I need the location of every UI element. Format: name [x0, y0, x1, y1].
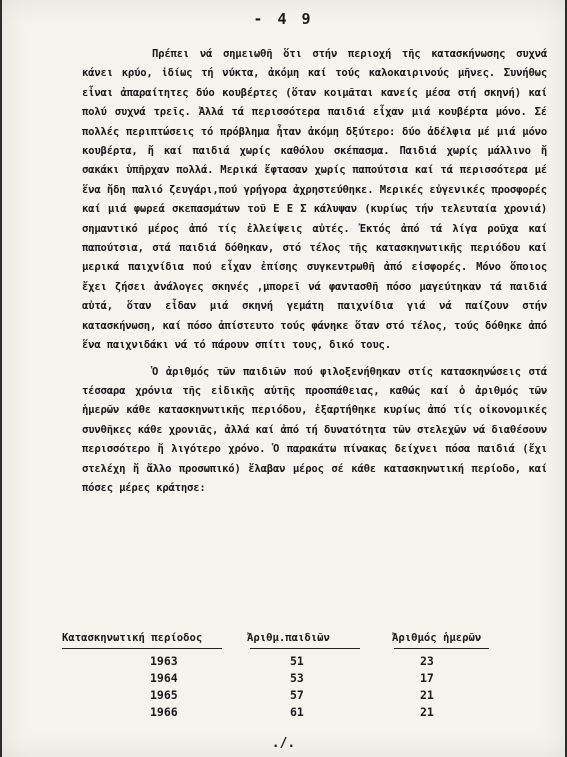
- cell-children: 61: [290, 705, 304, 719]
- cell-children: 57: [290, 688, 304, 702]
- cell-children: 51: [290, 654, 304, 668]
- header-period: Κατασκηνωτική περίοδος: [62, 632, 203, 644]
- header-underline: [62, 648, 222, 649]
- header-days: Ἀριθμός ἡμερῶν: [392, 632, 482, 644]
- cell-year: 1966: [150, 705, 178, 719]
- table-header: [62, 632, 542, 654]
- table-row: [62, 654, 542, 671]
- header-underline: [394, 648, 489, 649]
- header-children: Ἀριθμ.παιδιῶν: [247, 632, 330, 644]
- cell-days: 17: [420, 671, 434, 685]
- cell-days: 21: [420, 705, 434, 719]
- paragraph-2: Ὁ ἀριθμός τῶν παιδιῶν πού φιλοξενήθηκαν στίς κατασκηνώσεις στά τέσσαρα χρόνια τῆς εἰδικῆς αὐτῆς προσπάθειας, καθώς καί ὁ ἀριθμός τῶν ἡμερῶν κάθε κατασκηνωτικῆς περιόδου, ἐξαρτήθηκε κυρίως ἀπό τίς οἰκονομικές συνθῆκες κάθε χρονιᾶς, ἀλλά καί ἀπό τή δυνατότητα τῶν στελεχῶν νά διαθέσουν περισσότερο ἤ λιγότερο χρόνο. Ὁ παρακάτω πίνακας δείχνει πόσα παιδιά (ἔχι στελέχη ἤ ἄλλο προσωπικό) ἔλαβαν μέρος σέ κάθε κατασκηνωτική περίοδο, καί πόσες μέρες κράτησε:: [82, 365, 547, 494]
- cell-year: 1963: [150, 654, 178, 668]
- body-text: [82, 45, 547, 498]
- page-number: - 4 9: [253, 10, 314, 28]
- camp-periods-table: [62, 632, 542, 722]
- header-underline: [250, 648, 360, 649]
- table-row: [62, 705, 542, 722]
- document-page: [2, 0, 565, 757]
- table-row: [62, 688, 542, 705]
- cell-year: 1964: [150, 671, 178, 685]
- cell-days: 21: [420, 688, 434, 702]
- cell-year: 1965: [150, 688, 178, 702]
- paragraph-1: Πρέπει νά σημειωθῆ ὅτι στήν περιοχή τῆς κατασκήνωσης συχνά κάνει κρύο, ἰδίως τή νύκτα, ἀκόμη καί τούς καλοκαιρινούς μῆνες. Συνήθως εἶναι ἀπαραίτητες δύο κουβέρτες (ὅταν κοιμᾶται κανείς μέσα στή σκηνή) καί πολύ συχνά τρεῖς. Ἀλλά τά περισσότερα παιδιά εἶχαν μιά κουβέρτα μόνο. Σέ πολλές περιπτώσεις τό πρόβλημα ἦταν ἀκόμη δξύτερο: δύο ἀδέλφια μέ μιά μόνο κουβέρτα, ἤ καί παιδιά χωρίς καθόλου σκέπασμα. Παιδιά χωρίς μάλλινο ἤ σακάκι ὑπῆρχαν πολλά. Μερικά ἔφτασαν χωρίς παπούτσια καί τά περισσότερα μέ ἕνα ἤδη παλιό ζευγάρι,πού γρήγορα ἀχρηστεύθηκε. Μερικές εὐγενικές προσφορές καί μιά φωρεά σκεπασμάτων τοῦ Ε Ε Σ κάλυψαν (κυρίως τήν τελευταία χρονιά) σημαντικό μέρος ἀπό τίς ἐλλείψεις αὐτές. Ἐκτός ἀπό τά λίγα ροῦχα καί παπούτσια, στά παιδιά δόθηκαν, στό τέλος τῆς κατασκηνωτικῆς περιόδου καί μερικά παιχνίδια πού εἶχαν ἐπίσης συγκεντρωθῆ ἀπό εἰσφορές. Μόνο ὅποιος ἔχει ζήσει ἀνάλογες σκηνές ,μπορεῖ νά φαντασθῆ πόσο μαγεύτηκαν τά παιδιά αὐτά, ὅταν εἶδαν μιά σκηνή γεμάτη παιχνίδια γιά νά παίζουν στήν κατασκήνωση, καί πόσο ἀπίστευτο τούς φάνηκε ὅταν στό τέλος, τούς δόθηκε ἀπό ἕνα παιχνιδάκι νά τό πάρουν σπίτι τους, δικό τους.: [82, 48, 547, 352]
- table-row: [62, 671, 542, 688]
- cell-children: 53: [290, 671, 304, 685]
- continuation-mark: ./.: [271, 736, 296, 751]
- cell-days: 23: [420, 654, 434, 668]
